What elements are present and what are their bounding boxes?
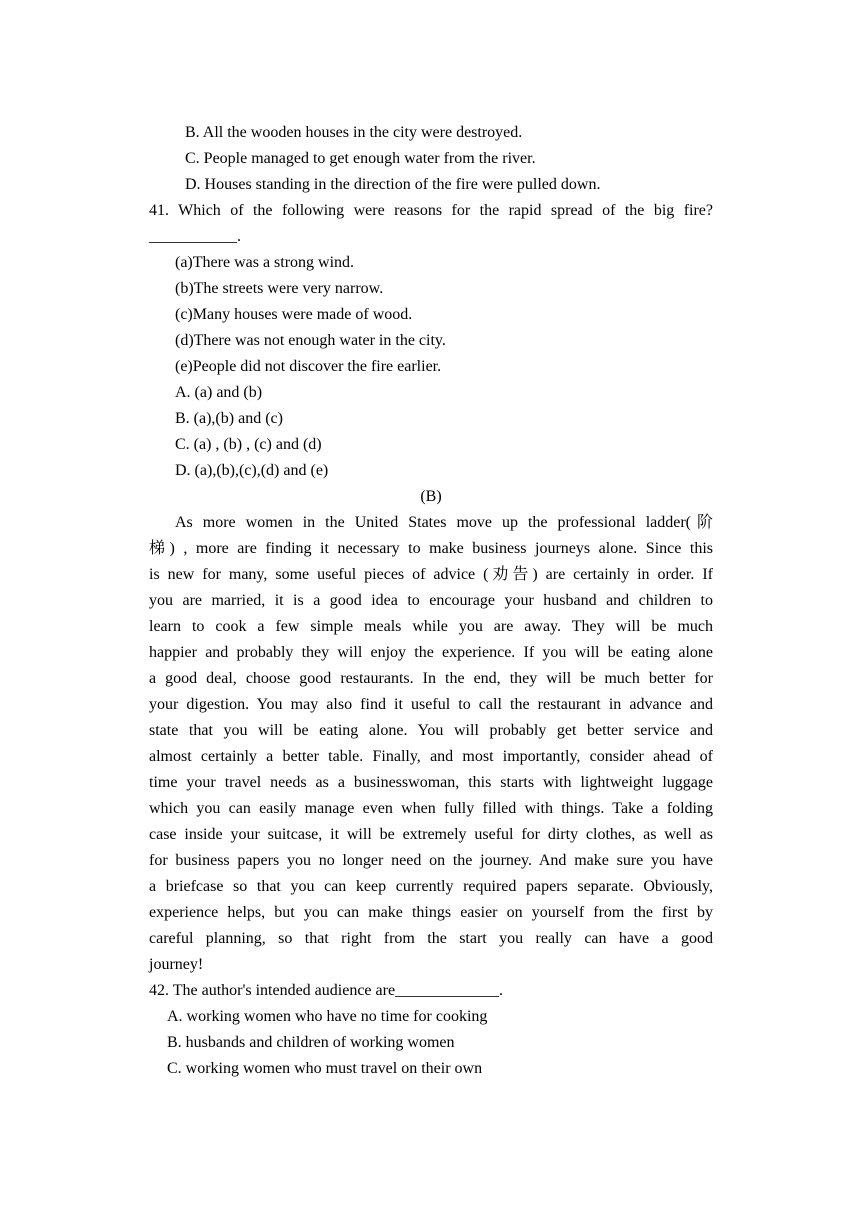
passage-line: for business papers you no longer need on the journey. And make sure you have — [149, 852, 713, 869]
section-heading: (B) — [420, 488, 442, 505]
q42-option-b: B. husbands and children of working women — [167, 1034, 455, 1051]
q41-option-d: D. (a),(b),(c),(d) and (e) — [175, 462, 329, 479]
q42-stem: 42. The author's intended audience are_____________. — [149, 982, 504, 999]
q41-option-a: A. (a) and (b) — [175, 384, 263, 401]
passage-line: you are married, it is a good idea to encourage your husband and children to — [149, 592, 713, 609]
q41-stem: 41. Which of the following were reasons for the rapid spread of the big fire? — [149, 202, 713, 219]
q41-option-b: B. (a),(b) and (c) — [175, 410, 283, 427]
passage-line: As more women in the United States move up the professional ladder(阶 — [175, 514, 713, 531]
passage-line: is new for many, some useful pieces of advice (劝告) are certainly in order. If — [149, 566, 713, 583]
passage-line: which you can easily manage even when fully filled with things. Take a folding — [149, 800, 713, 817]
passage-line: state that you will be eating alone. You will probably get better service and — [149, 722, 713, 739]
passage-line: learn to cook a few simple meals while you are away. They will be much — [149, 618, 713, 635]
passage-line: careful planning, so that right from the start you really can have a good — [149, 930, 713, 947]
passage-line: experience helps, but you can make things easier on yourself from the first by — [149, 904, 713, 921]
q41-reason-e: (e)People did not discover the fire earlier. — [175, 358, 442, 375]
passage-line: a briefcase so that you can keep currently required papers separate. Obviously, — [149, 878, 713, 895]
q41-blank: ___________. — [149, 228, 241, 245]
passage-line: your digestion. You may also find it useful to call the restaurant in advance and — [149, 696, 713, 713]
passage-line: a good deal, choose good restaurants. In the end, they will be much better for — [149, 670, 713, 687]
passage-line: almost certainly a better table. Finally, and most importantly, consider ahead of — [149, 748, 713, 765]
q42-option-c: C. working women who must travel on their own — [167, 1060, 483, 1077]
q41-reason-d: (d)There was not enough water in the city. — [175, 332, 446, 349]
q41-reason-b: (b)The streets were very narrow. — [175, 280, 384, 297]
q42-option-a: A. working women who have no time for cooking — [167, 1008, 488, 1025]
passage-line: case inside your suitcase, it will be extremely useful for dirty clothes, as well as — [149, 826, 713, 843]
q41-reason-a: (a)There was a strong wind. — [175, 254, 355, 271]
q41-reason-c: (c)Many houses were made of wood. — [175, 306, 413, 323]
passage-line: journey! — [149, 956, 204, 973]
q40-option-b: B. All the wooden houses in the city were destroyed. — [185, 124, 523, 141]
q40-option-c: C. People managed to get enough water from the river. — [185, 150, 536, 167]
passage-line: time your travel needs as a businesswoman, this starts with lightweight luggage — [149, 774, 713, 791]
q40-option-d: D. Houses standing in the direction of the fire were pulled down. — [185, 176, 601, 193]
passage-line: happier and probably they will enjoy the experience. If you will be eating alone — [149, 644, 713, 661]
q41-option-c: C. (a) , (b) , (c) and (d) — [175, 436, 322, 453]
passage-line: 梯) , more are finding it necessary to make business journeys alone. Since this — [149, 540, 713, 557]
